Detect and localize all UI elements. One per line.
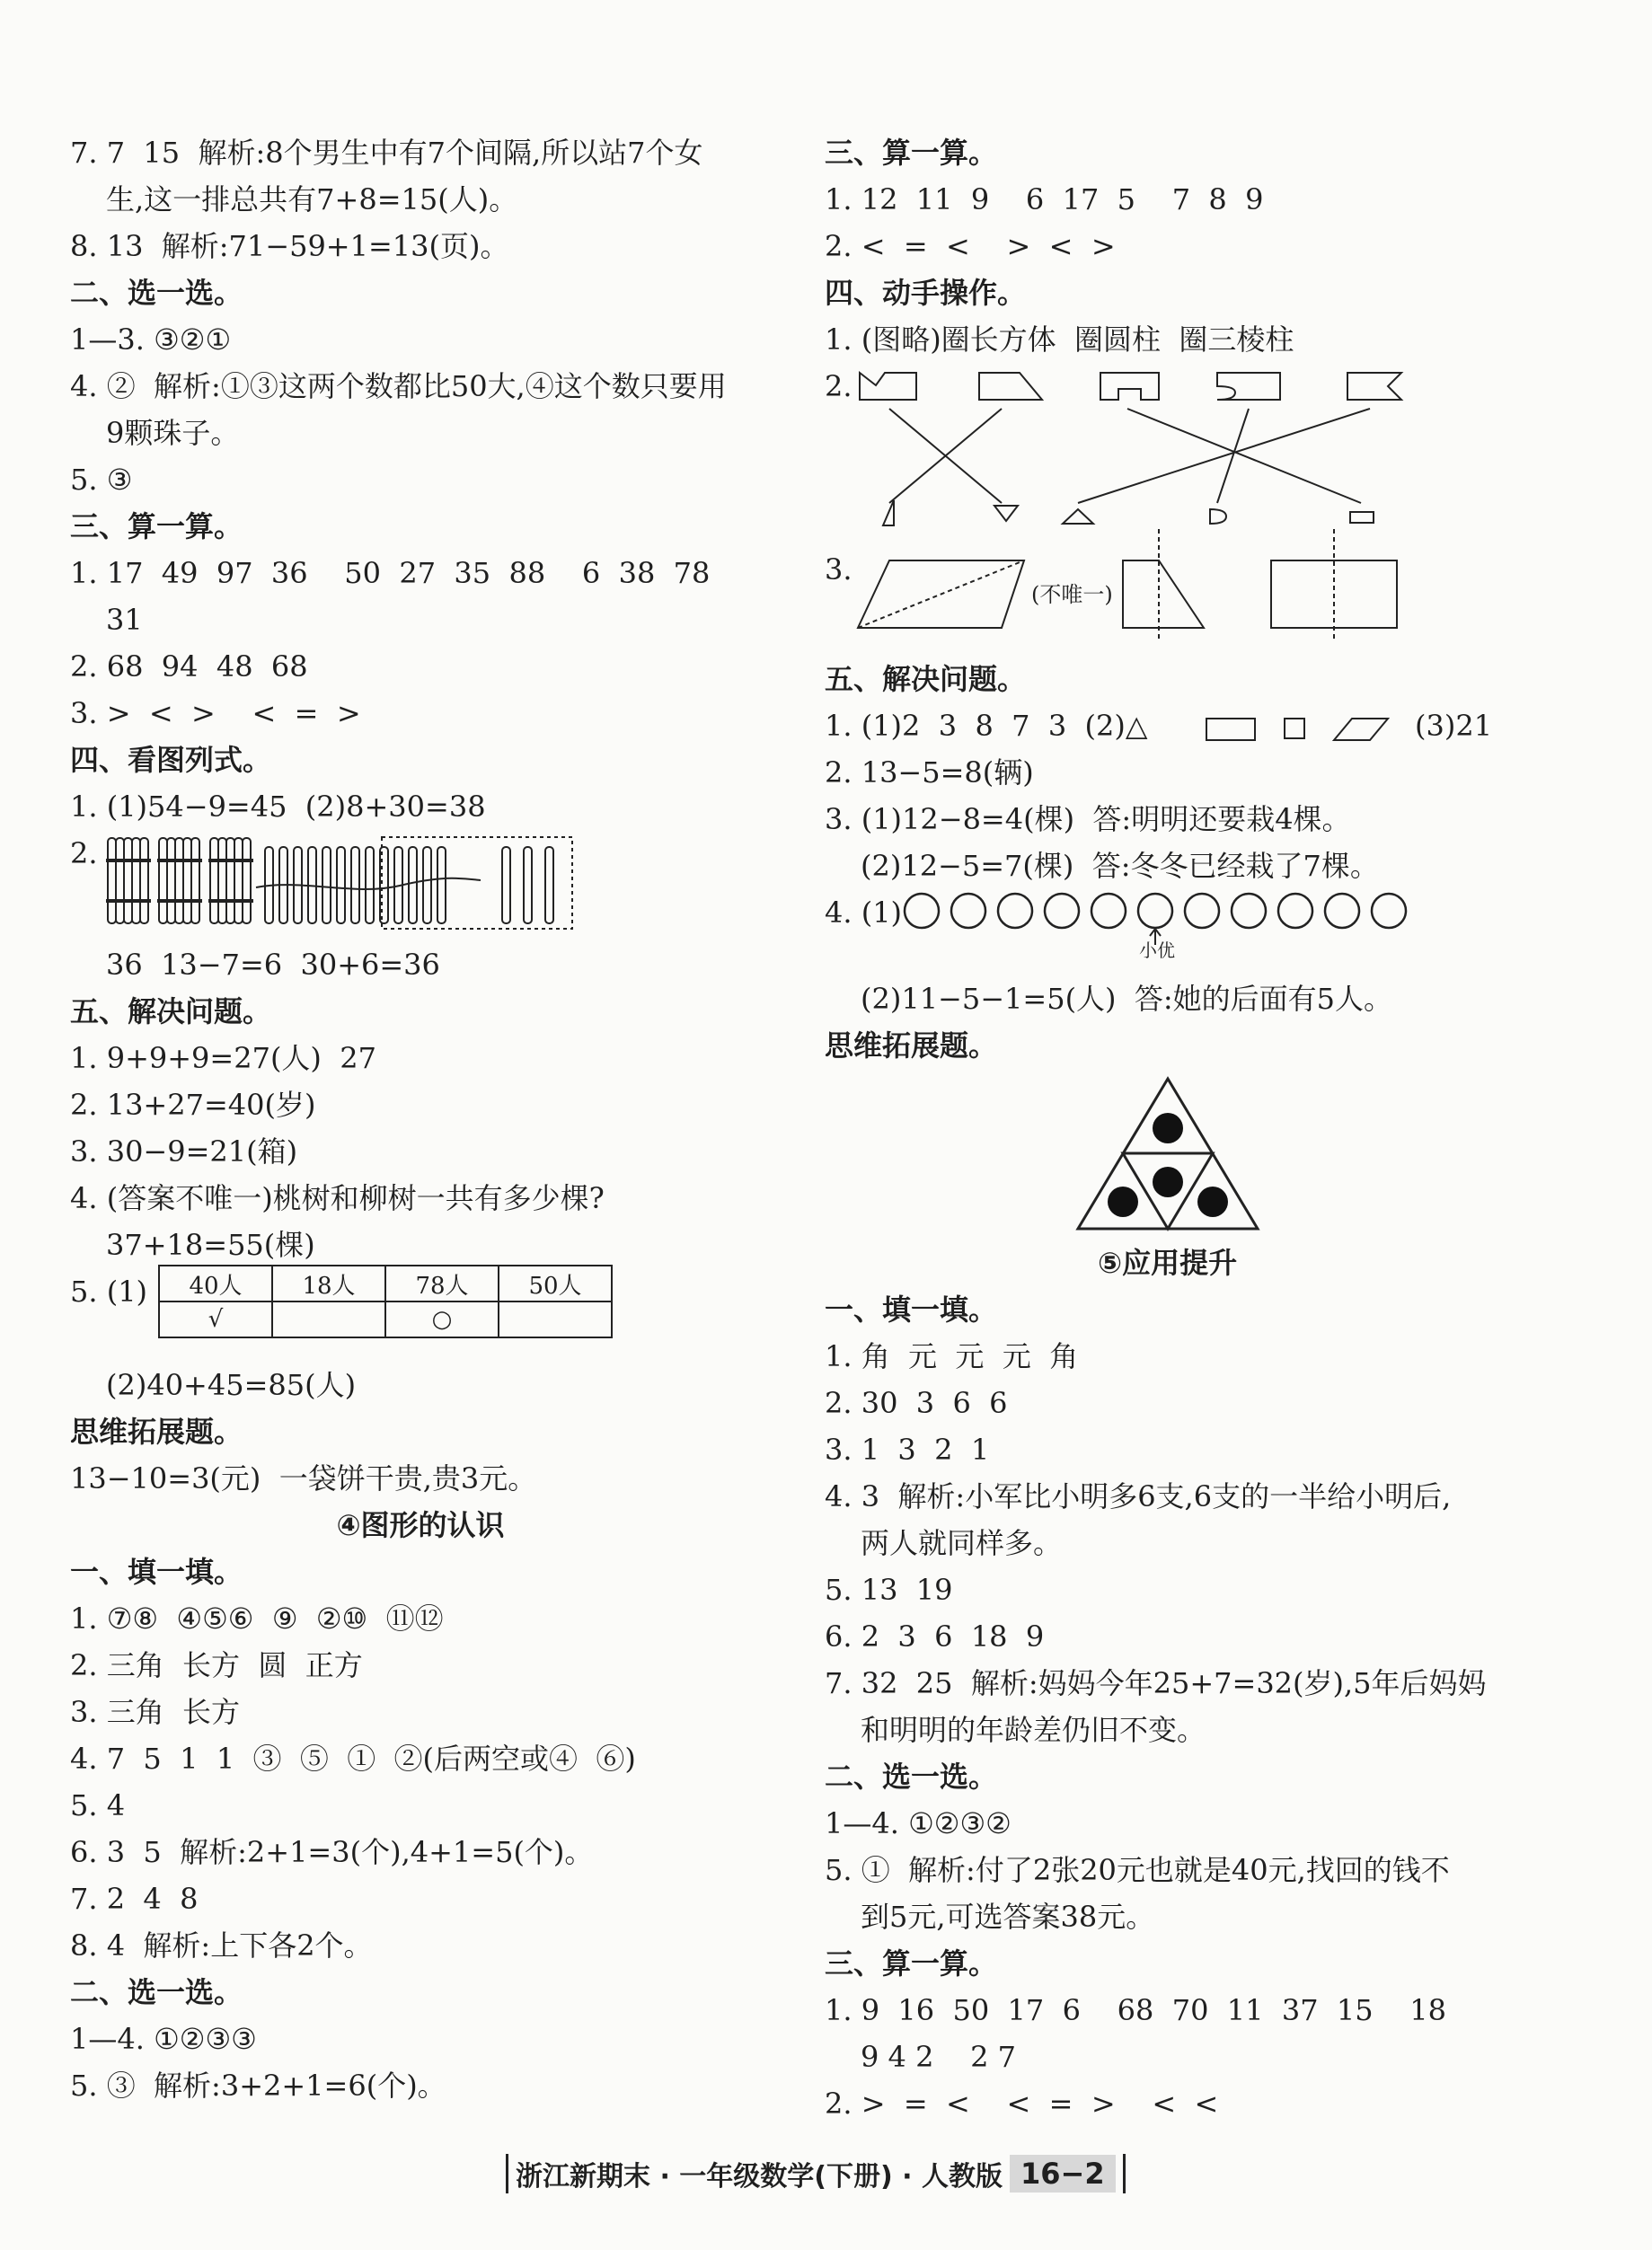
answer-line: (2)11−5−1=5(人) 答:她的后面有5人。 [861, 982, 1393, 1016]
piece-semicircle [1210, 509, 1226, 524]
stick-bundle [106, 838, 151, 923]
answer-line: 1. 17 49 97 36 50 27 35 88 6 38 78 [70, 556, 711, 590]
answer-line: 5. ① 解析:付了2张20元也就是40元,找回的钱不 [825, 1853, 1450, 1887]
shape-answers [1199, 710, 1406, 746]
answer-line: 6. 3 5 解析:2+1=3(个),4+1=5(个)。 [70, 1835, 594, 1869]
cut-shape-1 [860, 373, 916, 400]
page-number: 16−2 [1010, 2155, 1116, 2193]
answer-line: 生,这一排总共有7+8=15(人)。 [106, 182, 518, 216]
parallelogram-icon [1334, 719, 1388, 740]
question-number: 4. (1) [825, 896, 903, 930]
answer-line: 1. 9+9+9=27(人) 27 [70, 1041, 376, 1075]
answer-line: 两人就同样多。 [861, 1526, 1063, 1560]
stick-bundle [208, 838, 253, 923]
answer-line: 36 13−7=6 30+6=36 [106, 948, 440, 982]
answer-line: 2. 13−5=8(辆) [825, 755, 1034, 790]
answer-line: 2. 13+27=40(岁) [70, 1088, 316, 1122]
piece-triangle-1 [883, 500, 894, 525]
answer-line: 3. > < > < = > [70, 696, 361, 730]
answer-line: 1. 角 元 元 元 角 [825, 1339, 1079, 1373]
table-cell [272, 1301, 385, 1337]
answer-table [158, 1265, 613, 1338]
cut-shape-2 [979, 373, 1042, 400]
unit-title: ⑤应用提升 [1098, 1246, 1238, 1280]
section-heading: 思维拓展题。 [70, 1415, 243, 1449]
shape-matching-figure [858, 364, 1415, 534]
section-heading: 四、动手操作。 [825, 276, 1027, 310]
section-heading: 二、选一选。 [70, 276, 243, 310]
answer-line: 1. (1)2 3 8 7 3 (2)△ [825, 709, 1148, 743]
question-number: 2. [70, 836, 98, 870]
rectangle-icon [1206, 719, 1255, 740]
answer-line: 3. 1 3 2 1 [825, 1433, 990, 1467]
section-heading: 二、选一选。 [70, 1975, 243, 2009]
unit-title: ④图形的认识 [336, 1508, 505, 1542]
answer-line: 1—4. ①②③② [825, 1806, 1012, 1840]
question-number: 3. [825, 552, 853, 587]
answer-line: (2)12−5=7(棵) 答:冬冬已经栽了7棵。 [861, 849, 1379, 883]
cut-shape-5 [1347, 373, 1401, 400]
piece-rectangle [1350, 512, 1374, 523]
answer-line: 13−10=3(元) 一袋饼干贵,贵3元。 [70, 1461, 537, 1496]
answer-line: 2. < = < > < > [825, 229, 1116, 263]
dot [1153, 1113, 1183, 1143]
section-heading: 四、看图列式。 [70, 743, 272, 777]
cut-parallelogram-figure [849, 543, 1415, 641]
answer-line: 1. 12 11 9 6 17 5 7 8 9 [825, 182, 1264, 216]
question-number: 2. [825, 369, 853, 403]
answer-line: 4. (答案不唯一)桃树和柳树一共有多少棵? [70, 1181, 605, 1215]
footer-divider [1123, 2154, 1126, 2193]
answer-line: 1—4. ①②③③ [70, 2022, 257, 2056]
section-heading: 五、解决问题。 [825, 662, 1027, 696]
section-heading: 三、算一算。 [70, 509, 243, 543]
page-footer [499, 2151, 1133, 2196]
answer-line: 2. 30 3 6 6 [825, 1386, 1008, 1420]
answer-line: 7. 32 25 解析:妈妈今年25+7=32(岁),5年后妈妈 [825, 1666, 1487, 1700]
section-heading: 思维拓展题。 [825, 1028, 998, 1063]
section-heading: 三、算一算。 [825, 1946, 998, 1981]
answer-line: 3. (1)12−8=4(棵) 答:明明还要栽4棵。 [825, 802, 1351, 836]
answer-line: 1. 9 16 50 17 6 68 70 11 37 15 18 [825, 1993, 1447, 2027]
answer-line: 4. 3 解析:小军比小明多6支,6支的一半给小明后, [825, 1479, 1452, 1513]
table-cell: ○ [385, 1301, 499, 1337]
table-cell: 50人 [499, 1266, 612, 1301]
answer-line: 9 4 2 2 7 [861, 2040, 1016, 2074]
table-cell: √ [159, 1301, 272, 1337]
answer-line: 31 [106, 603, 143, 637]
answer-line: 37+18=55(棵) [106, 1228, 315, 1262]
sticks-figure [103, 825, 588, 932]
stick-bundle [157, 838, 202, 923]
cut-shape-3 [1100, 373, 1159, 400]
section-heading: 三、算一算。 [825, 136, 998, 170]
answer-line: 1—3. ③②① [70, 322, 232, 357]
answer-line: 4. 7 5 1 1 ③ ⑤ ① ②(后两空或④ ⑥) [70, 1742, 636, 1776]
table-row [159, 1301, 612, 1337]
answer-line: 5. ③ [70, 463, 133, 497]
table-cell [499, 1301, 612, 1337]
note-label: (不唯一) [1031, 582, 1113, 607]
dot [1108, 1187, 1138, 1217]
answer-line: 到5元,可选答案38元。 [861, 1900, 1155, 1934]
square-icon [1285, 719, 1304, 738]
answer-line: 3. 30−9=21(箱) [70, 1134, 298, 1169]
answer-line: 8. 4 解析:上下各2个。 [70, 1928, 373, 1963]
answer-line: 4. ② 解析:①③这两个数都比50大,④这个数只要用 [70, 369, 727, 403]
answer-line: 和明明的年龄差仍旧不变。 [861, 1713, 1206, 1747]
dot [1153, 1167, 1183, 1197]
section-heading: 一、填一填。 [70, 1555, 243, 1589]
table-cell: 40人 [159, 1266, 272, 1301]
answer-line: 7. 7 15 解析:8个男生中有7个间隔,所以站7个女 [70, 136, 703, 170]
answer-line: 1. (图略)圈长方体 圈圆柱 圈三棱柱 [825, 322, 1294, 357]
answer-line: 1. (1)54−9=45 (2)8+30=38 [70, 790, 486, 824]
question-number: 5. (1) [70, 1275, 148, 1309]
answer-line: 5. 13 19 [825, 1573, 953, 1607]
answer-line: 2. > = < < = > < < [825, 2087, 1219, 2121]
piece-triangle-3 [1063, 509, 1093, 524]
dot [1197, 1187, 1228, 1217]
section-heading: 五、解决问题。 [70, 994, 272, 1028]
answer-line: 1. ⑦⑧ ④⑤⑥ ⑨ ②⑩ ⑪⑫ [70, 1601, 444, 1636]
answer-line: (2)40+45=85(人) [106, 1368, 357, 1402]
answer-line: 2. 68 94 48 68 [70, 649, 308, 684]
triangle-puzzle-figure [1073, 1074, 1262, 1236]
section-heading: 一、填一填。 [825, 1293, 998, 1327]
section-heading: 二、选一选。 [825, 1760, 998, 1794]
table-header-row [159, 1266, 612, 1301]
piece-triangle-2 [994, 506, 1018, 521]
answer-line: (3)21 [1415, 709, 1493, 743]
answer-line: 3. 三角 长方 [70, 1695, 241, 1729]
table-cell: 18人 [272, 1266, 385, 1301]
answer-line: 9颗珠子。 [106, 416, 240, 450]
answer-line: 5. 4 [70, 1788, 126, 1822]
answer-line: 6. 2 3 6 18 9 [825, 1619, 1045, 1654]
table-cell: 78人 [385, 1266, 499, 1301]
answer-line: 2. 三角 长方 圆 正方 [70, 1648, 363, 1682]
book-title: 浙江新期末 · 一年级数学(下册) · 人教版 [516, 2161, 1003, 2193]
person-label: 小优 [1139, 940, 1175, 961]
answer-line: 8. 13 解析:71−59+1=13(页)。 [70, 229, 509, 263]
answer-line: 5. ③ 解析:3+2+1=6(个)。 [70, 2069, 446, 2103]
answer-line: 7. 2 4 8 [70, 1882, 199, 1916]
footer-divider [506, 2154, 508, 2193]
cut-shape-4 [1217, 373, 1280, 400]
